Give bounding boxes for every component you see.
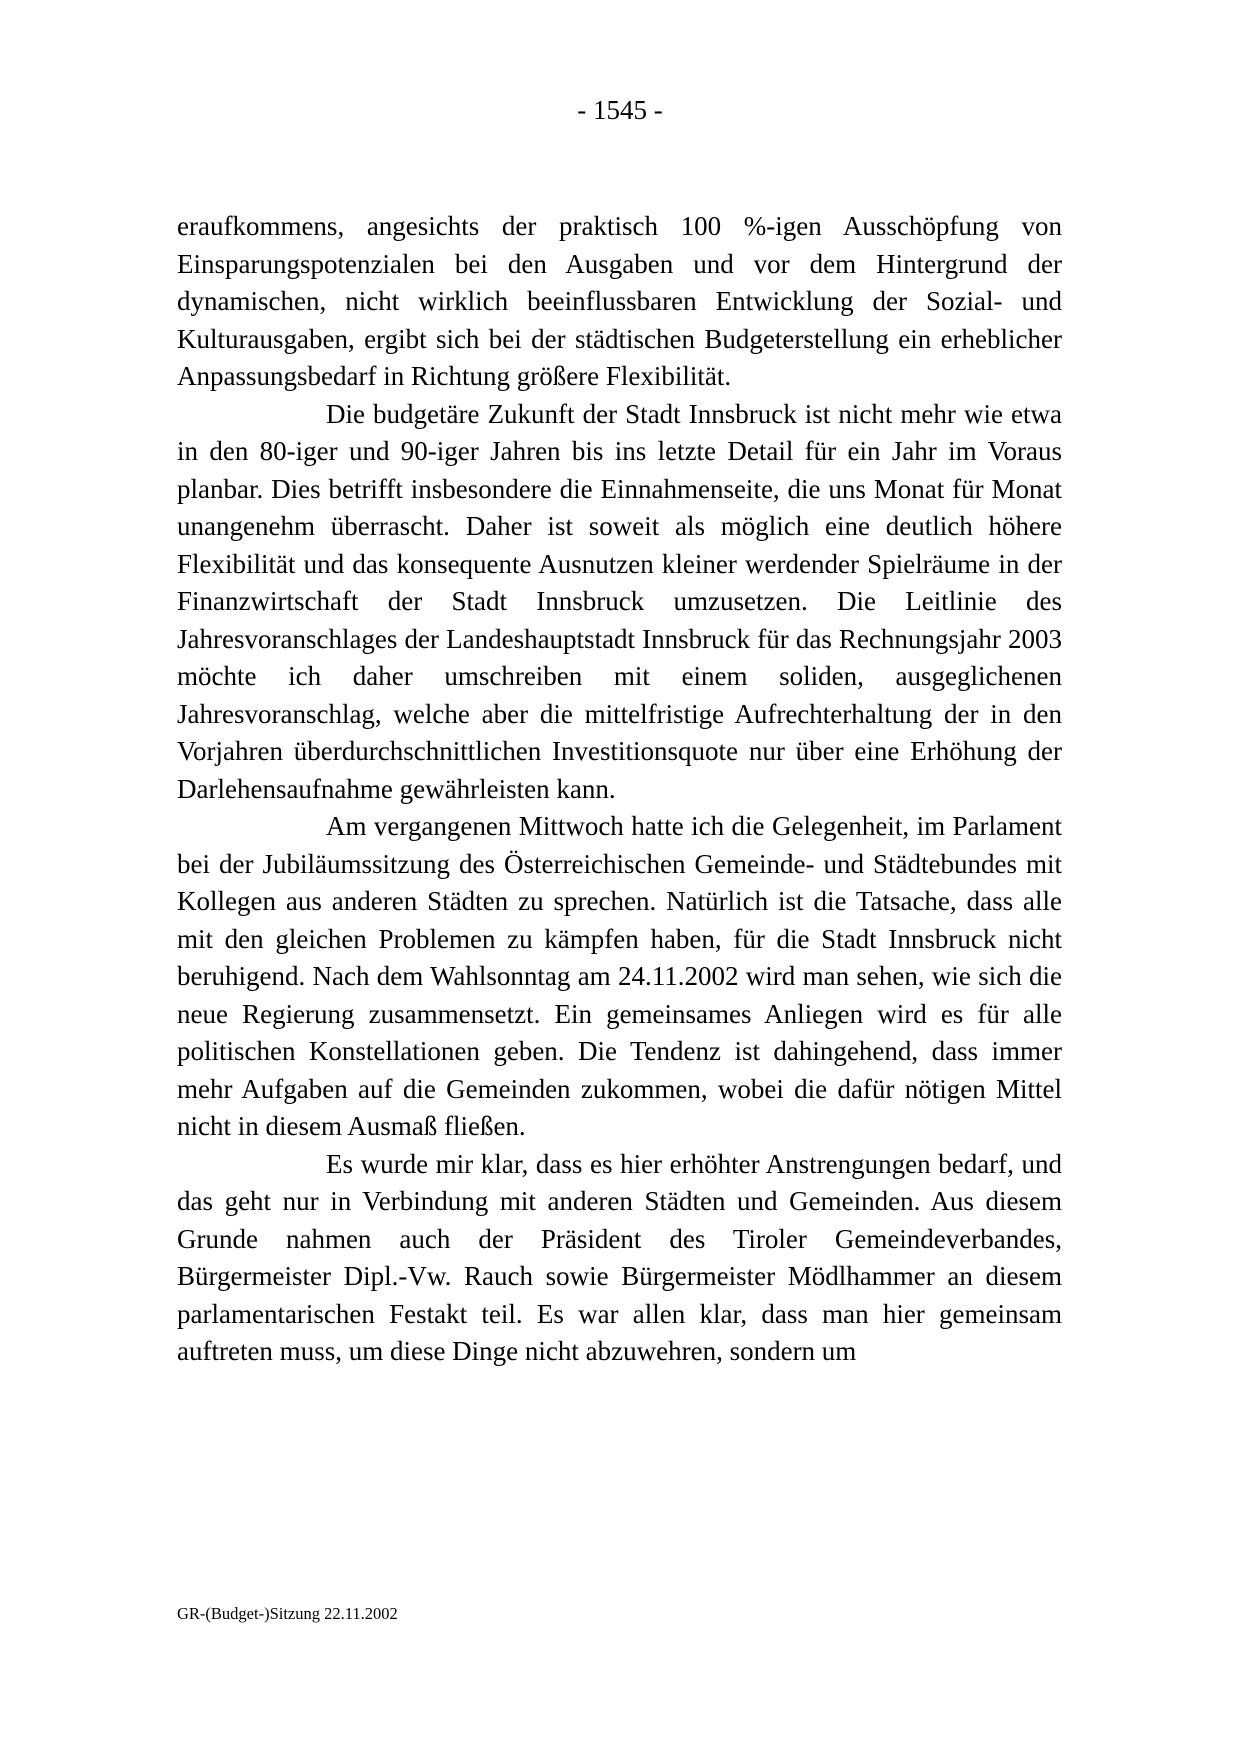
paragraph-2: Die budgetäre Zukunft der Stadt Innsbruck ist nicht mehr wie etwa in den 80-iger und 90-iger Jahren bis ins letzte Detail für ein Jahr im Voraus planbar. Dies betrifft insbesondere die Einnahmenseite, die uns Monat für Monat unangenehm überrascht. Daher ist soweit als möglich eine deutlich höhere Flexibilität und das konsequente Ausnutzen kleiner werdender Spielräume in der Finanzwirtschaft der Stadt Innsbruck umzusetzen. Die Leitlinie des Jahresvoranschlages der Landeshauptstadt Innsbruck für das Rechnungsjahr 2003 möchte ich daher umschreiben mit einem soliden, ausgeglichenen Jahresvoranschlag, welche aber die mittelfristige Aufrechterhaltung der in den Vorjahren überdurchschnittlichen Investitionsquote nur über eine Erhöhung der Darlehensaufnahme gewährleisten kann. <box>177 398 1062 804</box>
paragraph-1: eraufkommens, angesichts der praktisch 100 %-igen Ausschöpfung von Einsparungspotenzialen bei den Ausgaben und vor dem Hintergrund der dynamischen, nicht wirklich beeinflussbaren Entwicklung der Sozial- und Kulturausgaben, ergibt sich bei der städtischen Budgeterstellung ein erheblicher Anpassungsbedarf in Richtung größere Flexibilität. <box>177 211 1062 391</box>
footer-session-date: GR-(Budget-)Sitzung 22.11.2002 <box>177 1604 398 1623</box>
paragraph-3: Am vergangenen Mittwoch hatte ich die Gelegenheit, im Parlament bei der Jubiläumssitzung des Österreichischen Gemeinde- und Städtebundes mit Kollegen aus anderen Städten zu sprechen. Natürlich ist die Tatsache, dass alle mit den gleichen Problemen zu kämpfen haben, für die Stadt Innsbruck nicht beruhigend. Nach dem Wahlsonntag am 24.11.2002 wird man sehen, wie sich die neue Regierung zusammensetzt. Ein gemeinsames Anliegen wird es für alle politischen Konstellationen geben. Die Tendenz ist dahingehend, dass immer mehr Aufgaben auf die Gemeinden zukommen, wobei die dafür nötigen Mittel nicht in diesem Ausmaß fließen. <box>177 811 1062 1141</box>
page-number: - 1545 - <box>577 95 663 125</box>
paragraph-4: Es wurde mir klar, dass es hier erhöhter Anstrengungen bedarf, und das geht nur in Verbindung mit anderen Städten und Gemeinden. Aus diesem Grunde nahmen auch der Präsident des Tiroler Gemeindeverbandes, Bürgermeister Dipl.-Vw. Rauch sowie Bürgermeister Mödlhammer an diesem parlamentarischen Festakt teil. Es war allen klar, dass man hier gemeinsam auftreten muss, um diese Dinge nicht abzuwehren, sondern um <box>177 1148 1062 1366</box>
document-body <box>177 208 1062 1371</box>
